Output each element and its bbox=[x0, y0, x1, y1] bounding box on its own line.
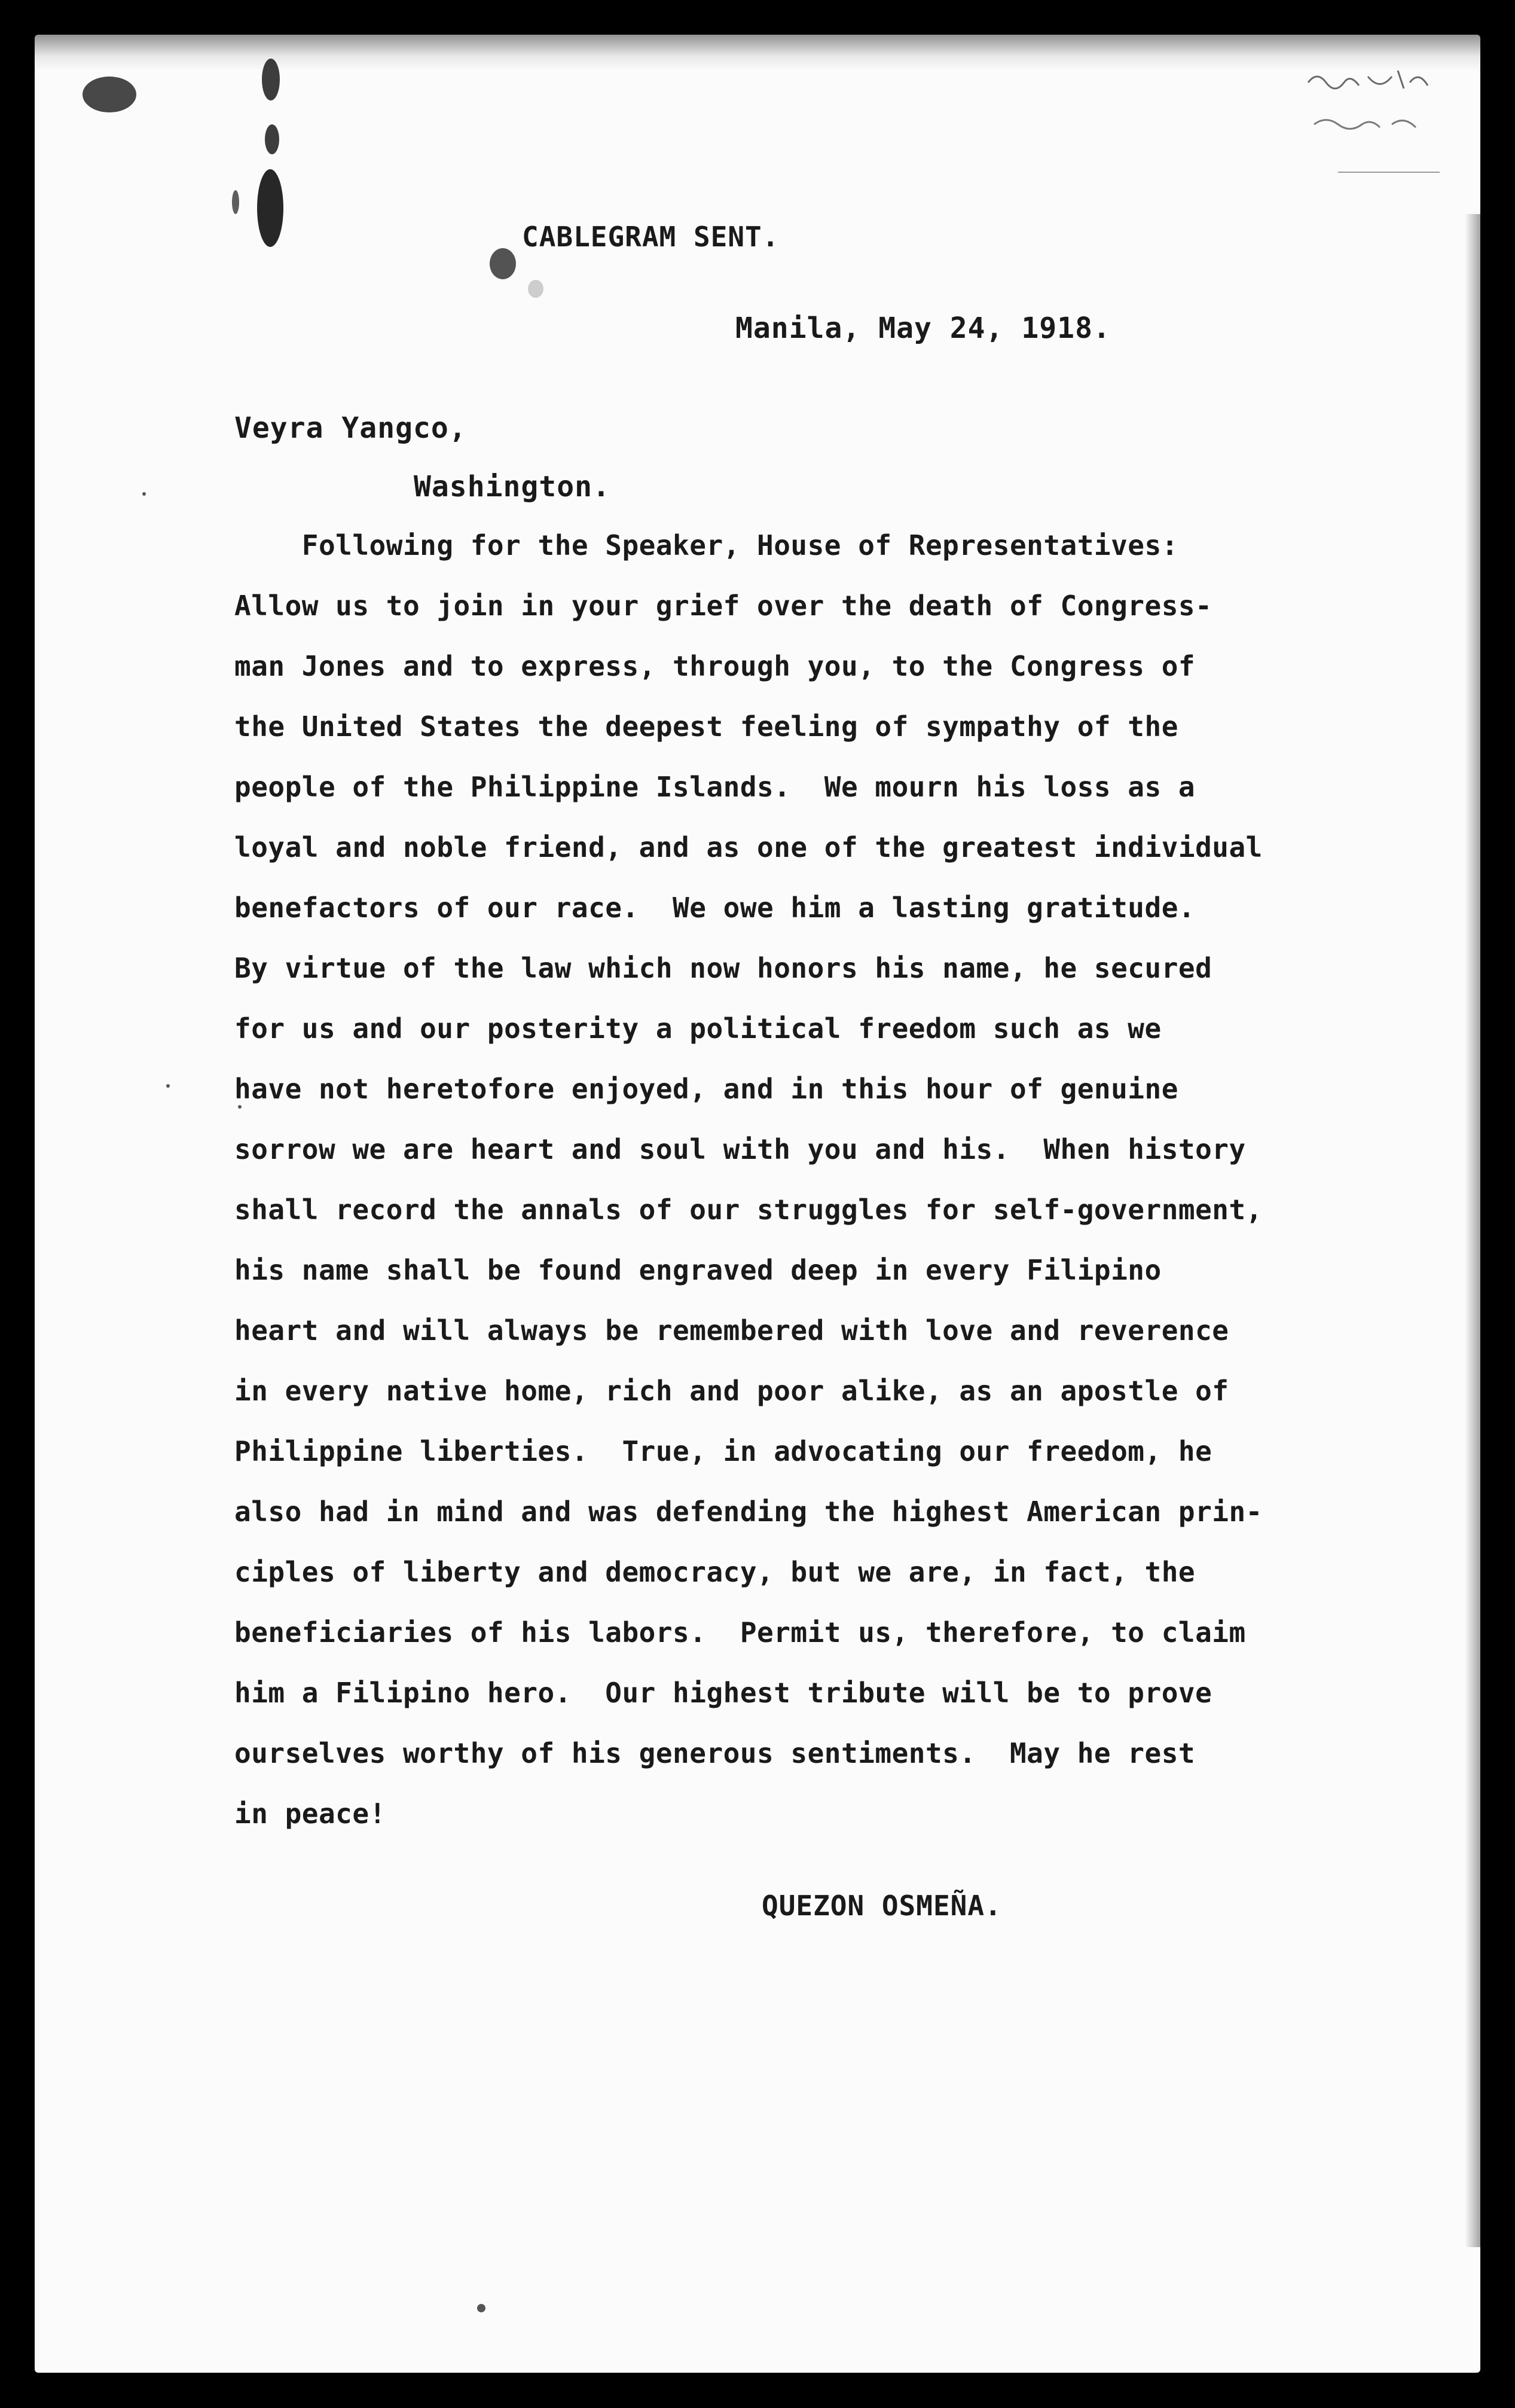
body-line: Philippine liberties. True, in advocating our freedom, he bbox=[234, 1435, 1212, 1467]
body-line: sorrow we are heart and soul with you and his. When history bbox=[234, 1133, 1246, 1165]
body-line: in every native home, rich and poor alike, as an apostle of bbox=[234, 1375, 1229, 1407]
paper-speck bbox=[166, 1084, 170, 1088]
document-heading: CABLEGRAM SENT. bbox=[522, 221, 780, 253]
body-line: shall record the annals of our struggles for self-government, bbox=[234, 1194, 1263, 1226]
right-edge-shadow bbox=[1465, 214, 1480, 2247]
paper-speck bbox=[477, 2304, 485, 2312]
body-line: beneficiaries of his labors. Permit us, therefore, to claim bbox=[234, 1616, 1246, 1649]
body-line: for us and our posterity a political freedom such as we bbox=[234, 1012, 1162, 1045]
message-body bbox=[234, 527, 1442, 1856]
addressee-city: Washington. bbox=[414, 470, 610, 503]
signature: QUEZON OSMEÑA. bbox=[762, 1890, 1002, 1922]
body-line: have not heretofore enjoyed, and in this hour of genuine bbox=[234, 1073, 1178, 1105]
ink-blot bbox=[232, 190, 239, 214]
body-line: ourselves worthy of his generous sentiments. May he rest bbox=[234, 1737, 1196, 1769]
ink-blot bbox=[490, 248, 516, 279]
pencil-note-mark bbox=[1302, 59, 1446, 184]
top-edge-smudge bbox=[35, 35, 1480, 71]
body-line: in peace! bbox=[234, 1797, 386, 1830]
ink-blot bbox=[528, 280, 543, 298]
body-line: people of the Philippine Islands. We mourn his loss as a bbox=[234, 771, 1196, 803]
ink-blot bbox=[83, 77, 136, 112]
ink-blot bbox=[257, 169, 283, 247]
body-line: the United States the deepest feeling of sympathy of the bbox=[234, 710, 1178, 743]
body-line: man Jones and to express, through you, to the Congress of bbox=[234, 650, 1196, 682]
ink-blot bbox=[262, 59, 280, 100]
body-line: him a Filipino hero. Our highest tribute will be to prove bbox=[234, 1677, 1212, 1709]
body-line: heart and will always be remembered with love and reverence bbox=[234, 1314, 1229, 1347]
addressee-name: Veyra Yangco, bbox=[234, 411, 467, 445]
paper-speck bbox=[142, 492, 146, 496]
body-line: his name shall be found engraved deep in every Filipino bbox=[234, 1254, 1162, 1286]
ink-blot bbox=[265, 124, 279, 154]
body-line: benefactors of our race. We owe him a lasting gratitude. bbox=[234, 892, 1196, 924]
body-line: ciples of liberty and democracy, but we are, in fact, the bbox=[234, 1556, 1196, 1588]
dateline: Manila, May 24, 1918. bbox=[735, 312, 1111, 345]
body-line: loyal and noble friend, and as one of the greatest individual bbox=[234, 831, 1263, 863]
body-line: also had in mind and was defending the highest American prin- bbox=[234, 1496, 1263, 1528]
body-line: By virtue of the law which now honors his name, he secured bbox=[234, 952, 1212, 984]
body-line: Allow us to join in your grief over the death of Congress- bbox=[234, 590, 1212, 622]
body-line: Following for the Speaker, House of Representatives: bbox=[234, 529, 1178, 561]
